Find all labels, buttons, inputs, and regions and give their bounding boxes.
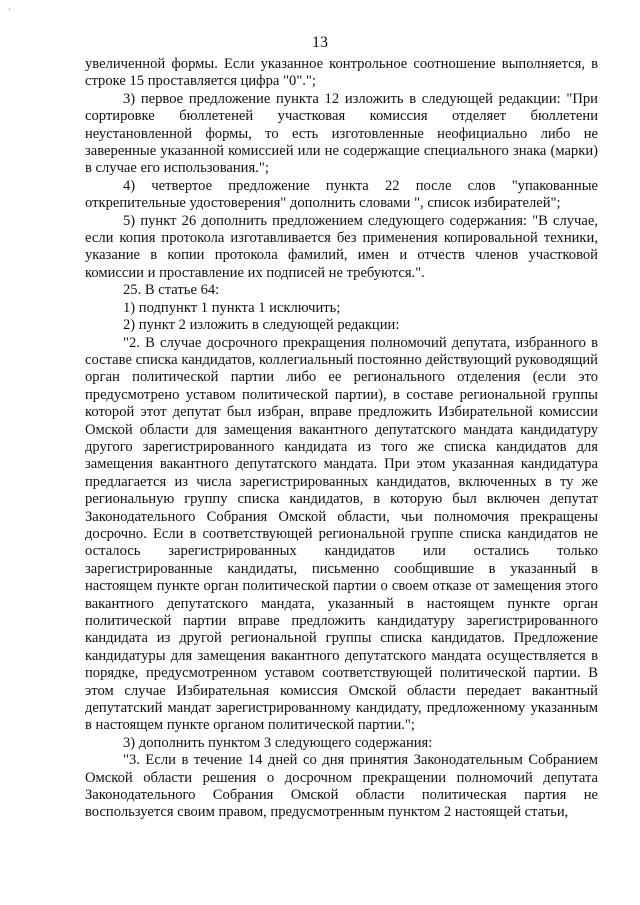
document-body — [85, 56, 598, 822]
paragraph-continuation: увеличенной формы. Если указанное контрольное соотношение выполняется, в строке 15 проставляется цифра "0"."; — [85, 56, 598, 90]
paragraph-item-1-exclude: 1) подпункт 1 пункта 1 исключить; — [123, 299, 341, 316]
paragraph-item-3-intro: 3) дополнить пунктом 3 следующего содержания: — [123, 734, 433, 751]
corner-mark: ' — [9, 7, 11, 17]
paragraph-item-4-point-22: 4) четвертое предложение пункта 22 после слов "упакованные открепительные удостоверения" дополнить словами ", список избирателей"; — [85, 177, 598, 212]
paragraph-item-2-intro: 2) пункт 2 изложить в следующей редакции: — [123, 317, 400, 334]
paragraph-item-3-point-12: 3) первое предложение пункта 12 изложить в следующей редакции: "При сортировке бюллетеней участковая комиссия отделяет бюллетени неустановленной формы, то есть изготовленные неофициально либо не заверенные указанной комиссией или не содержащие специального знака (марки) в случае его использования."; — [85, 90, 598, 177]
paragraph-point-3-text: "3. Если в течение 14 дней со дня принятия Законодательным Собранием Омской области решения о досрочном прекращении полномочий депутата Законодательного Собрания Омской области политическая партия не воспользуется своим правом, предусмотренным пунктом 2 настоящей статьи, — [85, 752, 598, 821]
paragraph-point-2-text: "2. В случае досрочного прекращения полномочий депутата, избранного в составе списка кандидатов, коллегиальный постоянно действующий руководящий орган политической партии либо ее регионального отделения (если это предусмотрено уставом политической партии), в составе региональной группы которой этот депутат был избран, вправе предложить Избирательной комиссии Омской области для замещения вакантного депутатского мандата кандидатуру другого зарегистрированного кандидата из того же списка кандидатов для замещения вакантного депутатского мандата. При этом указанная кандидатура предлагается из числа зарегистрированных кандидатов, включенных в ту же региональную группу списка кандидатов, в которую был включен депутат Законодательного Собрания Омской области, чьи полномочия прекращены досрочно. Если в соответствующей региональной группе списка кандидатов не осталось зарегистрированных кандидатов или остались только зарегистрированные кандидаты, письменно сообщившие в указанный в настоящем пункте орган политической партии о своем отказе от замещения этого вакантного депутатского мандата, указанный в настоящем пункте орган политической партии вправе предложить кандидатуру зарегистрированного кандидата из другой региональной группы списка кандидатов. Предложение кандидатуры для замещения вакантного депутатского мандата осуществляется в порядке, предусмотренном уставом соответствующей политической партии. В этом случае Избирательная комиссия Омской области передает вакантный депутатский мандат зарегистрированному кандидату, предложенному указанным в настоящем пункте органом политической партии."; — [85, 334, 598, 734]
page-number: 13 — [312, 34, 328, 51]
paragraph-item-5-point-26: 5) пункт 26 дополнить предложением следующего содержания: "В случае, если копия протокола изготавливается без применения копировальной техники, указание в копии протокола фамилий, имен и отчеств членов участковой комиссии и проставление их подписей не требуются.". — [85, 212, 598, 281]
paragraph-article-64-heading: 25. В статье 64: — [123, 282, 220, 299]
